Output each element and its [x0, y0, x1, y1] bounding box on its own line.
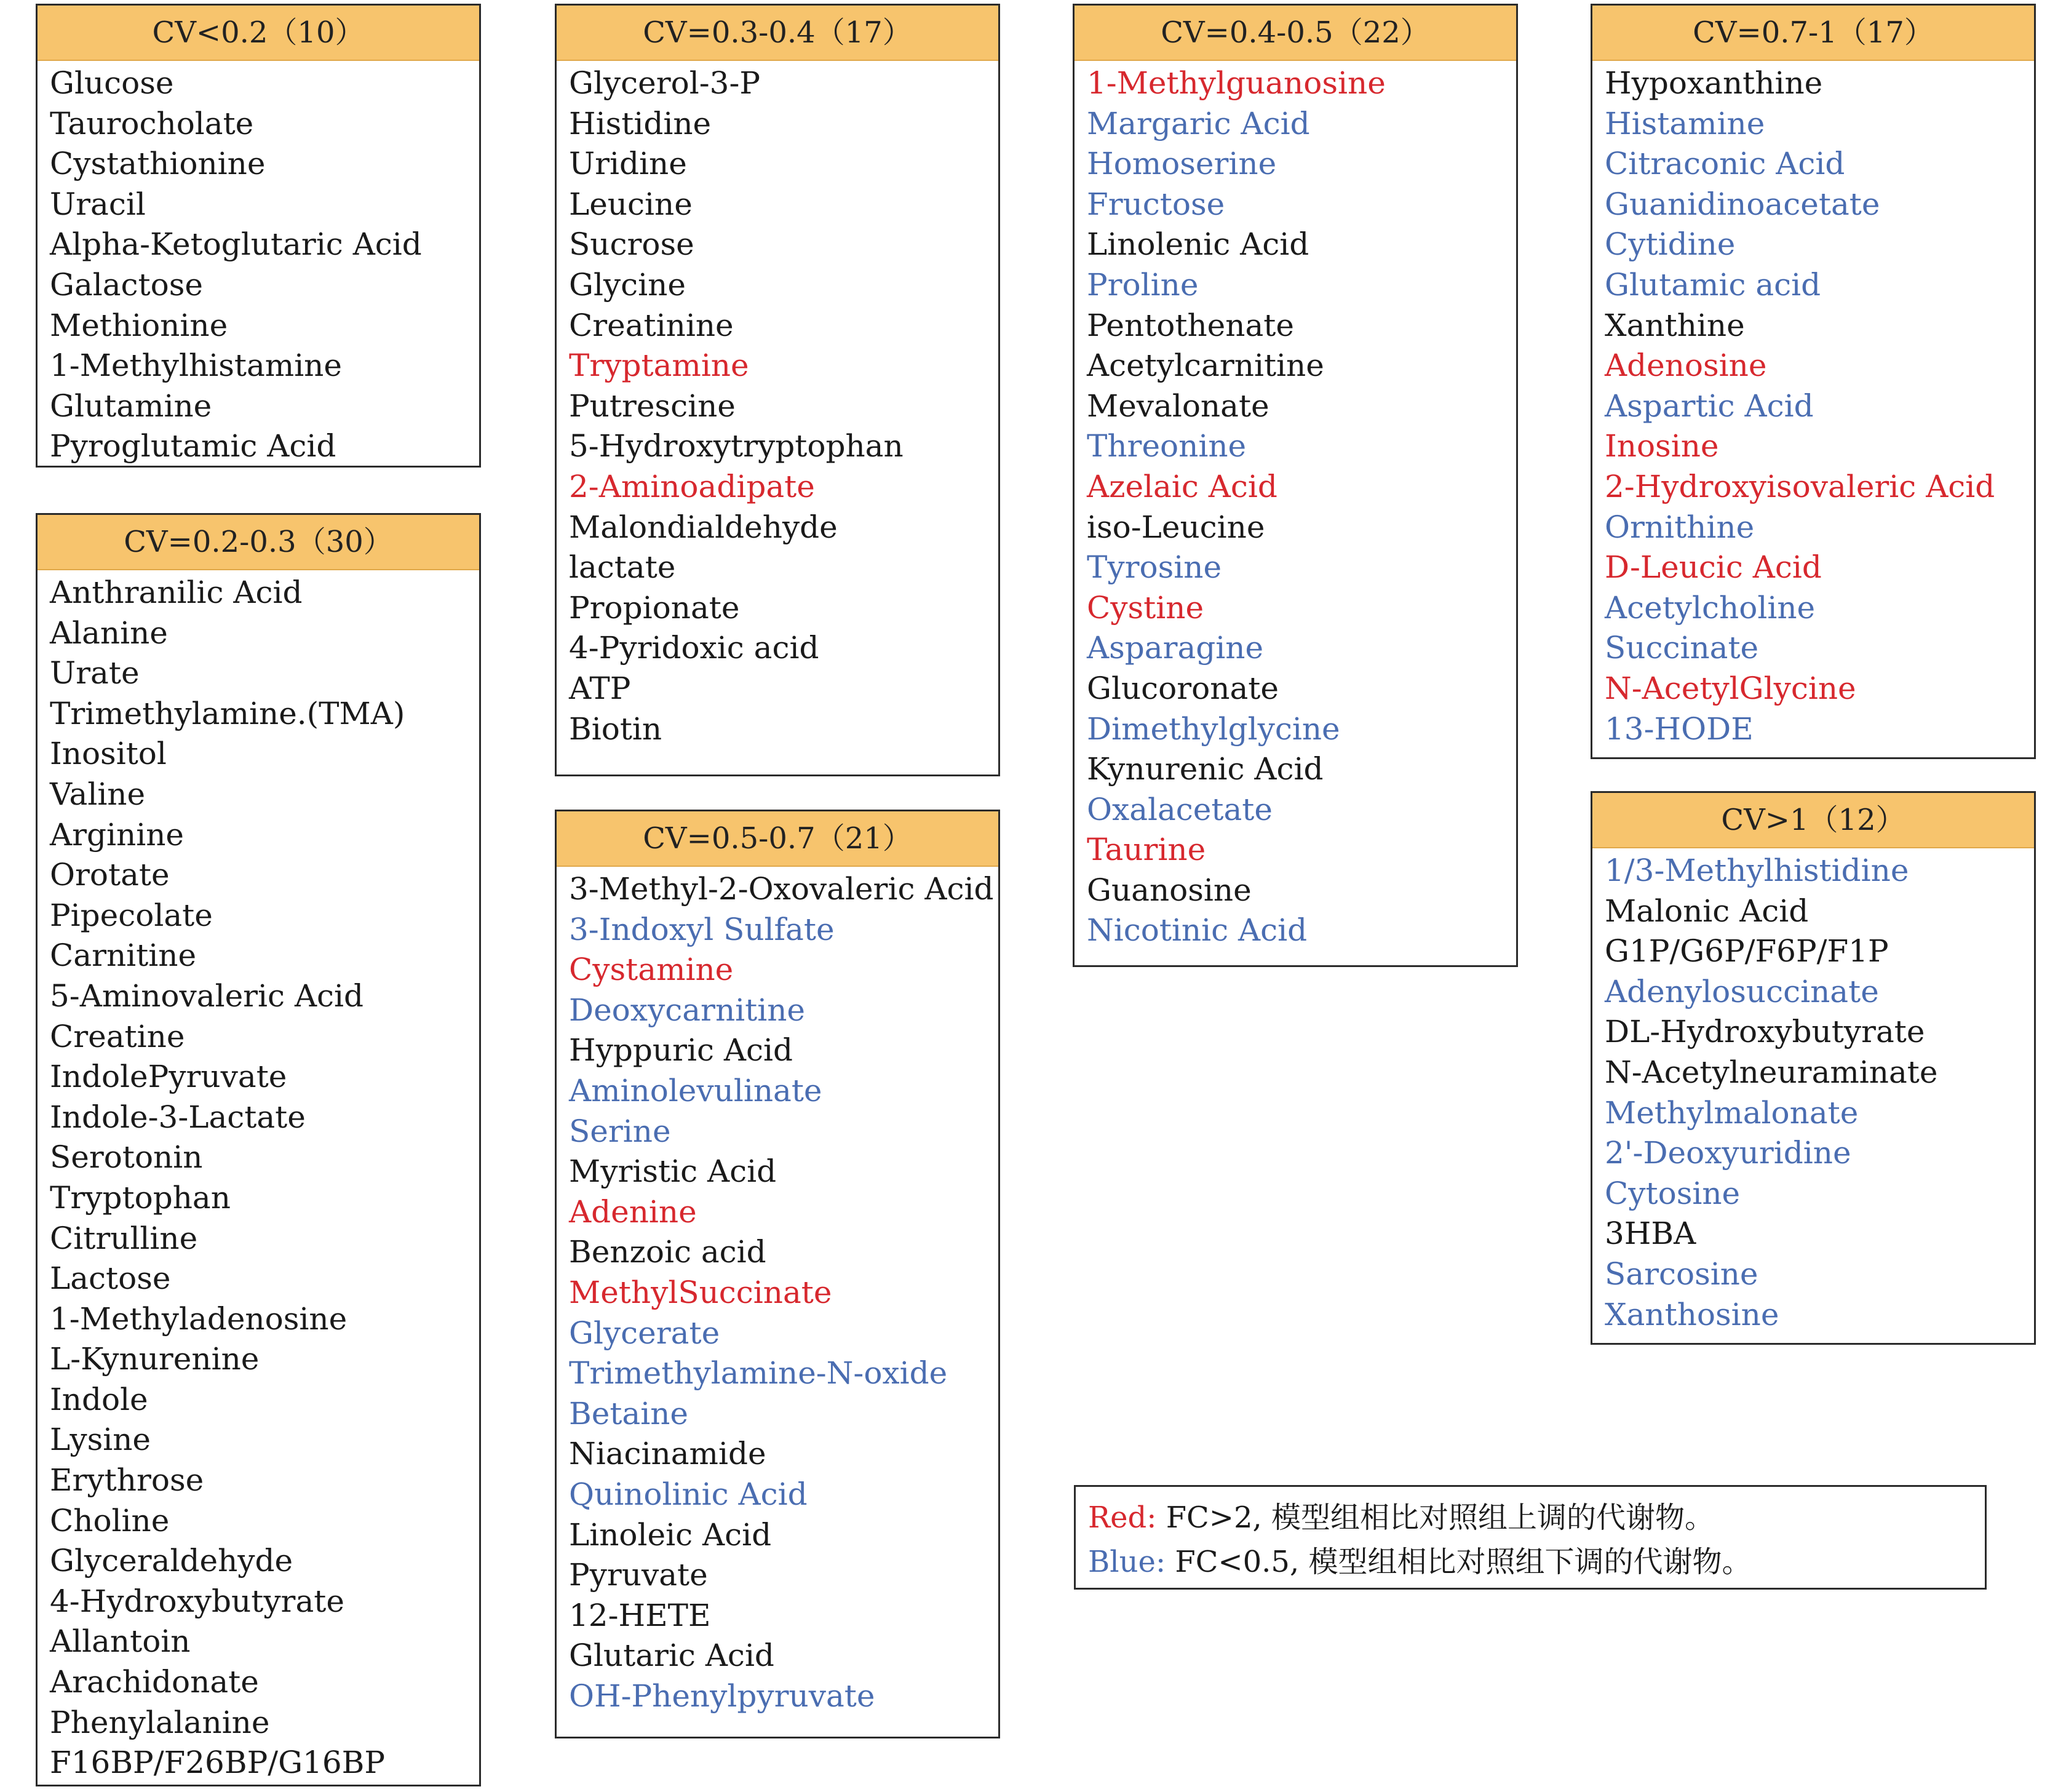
metabolite-item: 1/3-Methylhistidine	[1605, 853, 1909, 888]
metabolite-item: 4-Pyridoxic acid	[569, 630, 819, 666]
metabolite-item: 1-Methylhistamine	[50, 348, 342, 384]
metabolite-item: Leucine	[569, 186, 693, 222]
cv-group-title: CV=0.2-0.3（30）	[38, 515, 479, 570]
metabolite-item: Lactose	[50, 1260, 171, 1297]
metabolite-list	[38, 61, 479, 467]
metabolite-list	[557, 867, 998, 1716]
metabolite-item: Orotate	[50, 857, 170, 893]
metabolite-item: Cystine	[1087, 589, 1204, 626]
cv-group-title: CV<0.2（10）	[38, 6, 479, 61]
cv-group-box	[1073, 4, 1518, 967]
metabolite-item: Margaric Acid	[1087, 105, 1310, 141]
metabolite-item: Azelaic Acid	[1087, 468, 1277, 504]
metabolite-item: Tryptamine	[569, 348, 749, 384]
metabolite-item: Histidine	[569, 105, 712, 141]
metabolite-item: Pipecolate	[50, 897, 213, 933]
metabolite-item: Acetylcarnitine	[1087, 348, 1324, 384]
metabolite-item: Xanthine	[1605, 307, 1745, 343]
metabolite-item: 5-Aminovaleric Acid	[50, 978, 364, 1014]
legend-row-blue	[1088, 1540, 1985, 1584]
metabolite-item: Allantoin	[50, 1623, 191, 1660]
metabolite-item: Glycerate	[569, 1315, 720, 1351]
cv-group-box	[1591, 791, 2036, 1345]
metabolite-item: Pentothenate	[1087, 307, 1294, 343]
metabolite-item: Cystathionine	[50, 146, 266, 182]
metabolite-item: 4-Hydroxybutyrate	[50, 1583, 344, 1619]
legend-red-key: Red:	[1088, 1500, 1157, 1535]
metabolite-item: 3-Indoxyl Sulfate	[569, 911, 835, 947]
metabolite-item: Malondialdehyde	[569, 509, 838, 545]
metabolite-item: Creatine	[50, 1018, 185, 1054]
metabolite-item: Carnitine	[50, 938, 197, 974]
metabolite-list	[1592, 848, 2034, 1335]
metabolite-item: Niacinamide	[569, 1436, 766, 1472]
metabolite-item: L-Kynurenine	[50, 1341, 260, 1377]
metabolite-list	[38, 570, 479, 1783]
metabolite-item: Malonic Acid	[1605, 893, 1809, 929]
cv-group-title: CV>1（12）	[1592, 793, 2034, 848]
metabolite-item: Mevalonate	[1087, 388, 1269, 424]
metabolite-item: Indole-3-Lactate	[50, 1099, 306, 1135]
metabolite-item: Quinolinic Acid	[569, 1476, 808, 1512]
metabolite-item: Linolenic Acid	[1087, 226, 1309, 263]
metabolite-item: Xanthosine	[1605, 1296, 1779, 1332]
metabolite-item: Alpha-Ketoglutaric Acid	[50, 226, 422, 263]
metabolite-item: 2'-Deoxyuridine	[1605, 1135, 1851, 1171]
metabolite-item: Arachidonate	[50, 1664, 259, 1700]
metabolite-item: G1P/G6P/F6P/F1P	[1605, 933, 1889, 970]
metabolite-item: ATP	[569, 670, 631, 706]
metabolite-item: Citraconic Acid	[1605, 146, 1845, 182]
cv-group-title: CV=0.4-0.5（22）	[1075, 6, 1516, 61]
metabolite-item: Asparagine	[1087, 630, 1264, 666]
metabolite-item: OH-Phenylpyruvate	[569, 1678, 875, 1714]
metabolite-item: Glutaric Acid	[569, 1638, 774, 1674]
metabolite-item: Fructose	[1087, 186, 1225, 222]
metabolite-item: 12-HETE	[569, 1597, 711, 1633]
metabolite-item: Glucose	[50, 65, 174, 101]
metabolite-item: Biotin	[569, 711, 662, 747]
metabolite-item: Glyceraldehyde	[50, 1543, 293, 1579]
metabolite-item: Homoserine	[1087, 146, 1277, 182]
metabolite-item: Methylmalonate	[1605, 1094, 1859, 1131]
metabolite-item: Threonine	[1087, 428, 1247, 464]
metabolite-item: Uridine	[569, 146, 687, 182]
metabolite-item: 3-Methyl-2-Oxovaleric Acid	[569, 871, 994, 907]
metabolite-list	[557, 61, 998, 749]
metabolite-item: Acetylcholine	[1605, 589, 1816, 626]
metabolite-item: Valine	[50, 776, 146, 812]
metabolite-item: Glutamic acid	[1605, 266, 1821, 303]
metabolite-list	[1592, 61, 2034, 749]
metabolite-item: Trimethylamine.(TMA)	[50, 695, 405, 731]
metabolite-item: Cystamine	[569, 952, 734, 988]
metabolite-item: Anthranilic Acid	[50, 575, 303, 610]
cv-group-box	[555, 4, 1000, 776]
legend-row-red	[1088, 1495, 1985, 1540]
metabolite-item: Lysine	[50, 1422, 151, 1458]
metabolite-item: IndolePyruvate	[50, 1059, 287, 1095]
metabolite-item: Arginine	[50, 816, 184, 853]
metabolite-item: Sucrose	[569, 226, 694, 263]
legend-blue-key: Blue:	[1088, 1545, 1166, 1579]
metabolite-item: Pyroglutamic Acid	[50, 428, 336, 464]
metabolite-item: F16BP/F26BP/G16BP	[50, 1745, 386, 1781]
metabolite-item: 3HBA	[1605, 1216, 1696, 1252]
metabolite-item: Citrulline	[50, 1220, 198, 1256]
metabolite-item: 5-Hydroxytryptophan	[569, 428, 904, 464]
metabolite-item: Tryptophan	[50, 1179, 231, 1216]
cv-group-box	[36, 4, 481, 468]
cv-group-box	[1591, 4, 2036, 759]
metabolite-item: Linoleic Acid	[569, 1516, 772, 1553]
cv-group-title: CV=0.7-1（17）	[1592, 6, 2034, 61]
metabolite-item: Adenine	[569, 1193, 697, 1230]
metabolite-item: Kynurenic Acid	[1087, 751, 1324, 787]
metabolite-item: lactate	[569, 549, 676, 586]
color-legend	[1074, 1485, 1987, 1590]
metabolite-item: Adenosine	[1605, 348, 1767, 384]
metabolite-item: 2-Hydroxyisovaleric Acid	[1605, 468, 1995, 504]
metabolite-item: Aminolevulinate	[569, 1072, 822, 1109]
metabolite-item: Trimethylamine-N-oxide	[569, 1355, 948, 1392]
metabolite-item: Ornithine	[1605, 509, 1755, 545]
metabolite-item: Inosine	[1605, 428, 1719, 464]
metabolite-item: Alanine	[50, 615, 168, 651]
metabolite-item: Cytosine	[1605, 1175, 1741, 1211]
metabolite-item: N-Acetylneuraminate	[1605, 1054, 1938, 1090]
metabolite-item: Putrescine	[569, 388, 736, 424]
metabolite-item: Benzoic acid	[569, 1234, 766, 1270]
cv-group-box	[36, 513, 481, 1786]
metabolite-item: Indole	[50, 1381, 148, 1417]
cv-group-title: CV=0.3-0.4（17）	[557, 6, 998, 61]
metabolite-item: 13-HODE	[1605, 711, 1754, 747]
metabolite-item: DL-Hydroxybutyrate	[1605, 1014, 1925, 1050]
metabolite-item: Succinate	[1605, 630, 1759, 666]
metabolite-item: Erythrose	[50, 1462, 204, 1499]
metabolite-item: Choline	[50, 1502, 170, 1539]
metabolite-item: Aspartic Acid	[1605, 388, 1814, 424]
metabolite-item: Serotonin	[50, 1139, 203, 1176]
metabolite-item: Propionate	[569, 589, 740, 626]
cv-group-box	[555, 810, 1000, 1738]
metabolite-item: Uracil	[50, 186, 146, 222]
legend-red-text: FC>2, 模型组相比对照组上调的代谢物。	[1156, 1500, 1715, 1535]
metabolite-item: Serine	[569, 1113, 671, 1149]
metabolite-item: Oxalacetate	[1087, 791, 1273, 827]
metabolite-item: Taurine	[1087, 832, 1206, 868]
metabolite-item: MethylSuccinate	[569, 1274, 832, 1310]
metabolite-list	[1075, 61, 1516, 951]
metabolite-item: 1-Methyladenosine	[50, 1300, 348, 1337]
metabolite-item: D-Leucic Acid	[1605, 549, 1822, 586]
metabolite-item: Glycine	[569, 266, 686, 303]
metabolite-item: Galactose	[50, 266, 203, 303]
metabolite-item: Proline	[1087, 266, 1199, 303]
metabolite-item: Urate	[50, 655, 140, 691]
metabolite-item: 2-Aminoadipate	[569, 468, 815, 504]
metabolite-item: Deoxycarnitine	[569, 992, 806, 1028]
metabolite-item: Nicotinic Acid	[1087, 912, 1308, 949]
metabolite-item: Sarcosine	[1605, 1256, 1758, 1292]
metabolite-item: Glucoronate	[1087, 670, 1279, 706]
metabolite-item: Betaine	[569, 1395, 689, 1432]
metabolite-item: Phenylalanine	[50, 1704, 270, 1740]
metabolite-item: Hypoxanthine	[1605, 65, 1823, 101]
metabolite-item: Guanidinoacetate	[1605, 186, 1880, 222]
metabolite-item: Tyrosine	[1087, 549, 1222, 586]
metabolite-item: Dimethylglycine	[1087, 711, 1340, 747]
metabolite-item: Histamine	[1605, 105, 1765, 141]
legend-blue-text: FC<0.5, 模型组相比对照组下调的代谢物。	[1166, 1545, 1752, 1579]
metabolite-item: Cytidine	[1605, 226, 1736, 263]
metabolite-item: N-AcetylGlycine	[1605, 670, 1856, 706]
cv-group-title: CV=0.5-0.7（21）	[557, 811, 998, 867]
metabolite-item: Inositol	[50, 736, 167, 772]
metabolite-item: Guanosine	[1087, 872, 1252, 908]
metabolite-item: Taurocholate	[50, 105, 254, 141]
metabolite-item: Glycerol-3-P	[569, 65, 761, 101]
metabolite-item: Pyruvate	[569, 1557, 708, 1593]
metabolite-item: Methionine	[50, 307, 228, 343]
metabolite-item: iso-Leucine	[1087, 509, 1265, 545]
metabolite-item: Creatinine	[569, 307, 734, 343]
metabolite-item: Glutamine	[50, 388, 212, 424]
metabolite-item: Hyppuric Acid	[569, 1032, 793, 1069]
metabolite-item: 1-Methylguanosine	[1087, 65, 1386, 101]
metabolite-item: Myristic Acid	[569, 1153, 777, 1190]
metabolite-item: Adenylosuccinate	[1605, 973, 1879, 1009]
